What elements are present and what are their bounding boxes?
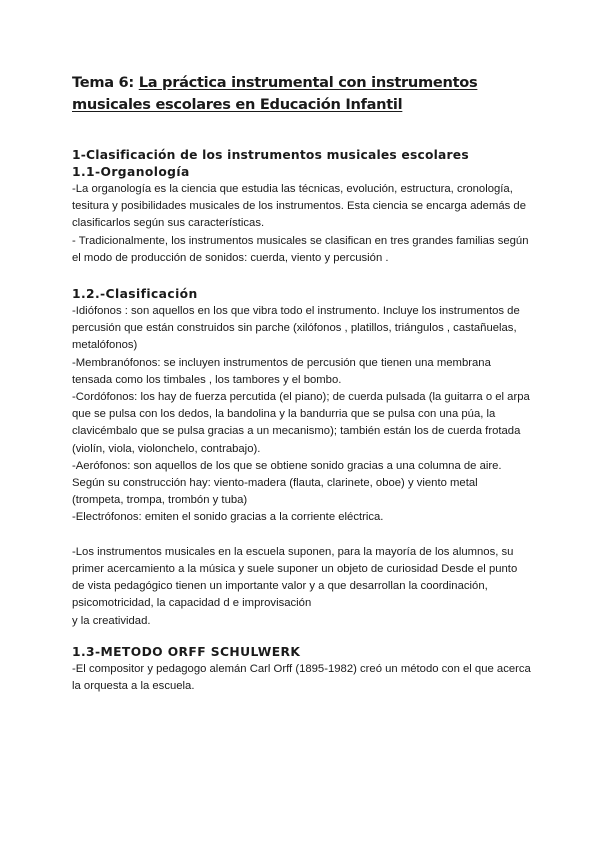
document-page [72,72,532,695]
subsection-heading-orff: 1.3-METODO ORFF SCHULWERK [72,644,301,659]
paragraph-orff: -El compositor y pedagogo alemán Carl Orff (1895-1982) creó un método con el que acerca la orquesta a la escuela. [72,662,531,693]
paragraph-membranofonos: -Membranófonos: se incluyen instrumentos de percusión que tienen una membrana tensada como los timbales , los tambores y el bombo. [72,356,491,386]
paragraph-electrofonos: -Electrófonos: emiten el sonido gracias a la corriente eléctrica. [72,511,384,524]
paragraph-organologia-families: - Tradicionalmente, los instrumentos musicales se clasifican en tres grandes familias según el modo de producción de sonidos: cuerda, viento y percusión . [72,234,529,264]
paragraph-escuela: -Los instrumentos musicales en la escuela suponen, para la mayoría de los alumnos, su primer acercamiento a la música y suele suponer un objeto de curiosidad Desde el punto de vista pedagógico tienen un importante valor y a que desarrollan la coordinación, psicomotricidad, la capacidad d e improvisación [72,545,518,610]
section-heading-clasificacion: 1-Clasificación de los instrumentos musicales escolares [72,148,469,162]
title-prefix: Tema 6: [72,74,139,91]
paragraph-aerofonos: -Aerófonos: son aquellos de los que se obtiene sonido gracias a una columna de aire. Según su construcción hay: viento-madera (flauta, clarinete, oboe) y viento metal (trompeta, trompa, trombón y tuba) [72,459,502,507]
paragraph-cordofonos: -Cordófonos: los hay de fuerza percutida (el piano); de cuerda pulsada (la guitarra o el arpa que se pulsa con los dedos, la bandolina y la bandurria que se pulsa con una púa, la clavicémbalo que se pulsa gracias a un mecanismo); también están los de cuerda frotada (violín, viola, violonchelo, contrabajo). [72,391,530,455]
paragraph-escuela-continued: y la creatividad. [72,614,151,627]
title-subject: La práctica instrumental con instrumentos musicales escolares en Educación Infantil [72,74,478,113]
paragraph-idiofonos: -Idiófonos : son aquellos en los que vibra todo el instrumento. Incluye los instrumentos de percusión que están construidos sin parche (xilófonos , platillos, triángulos , castañuelas, [72,305,520,335]
subsection-heading-organologia: 1.1-Organología [72,165,190,179]
paragraph-organologia-definition: -La organología es la ciencia que estudia las técnicas, evolución, estructura, cronología, tesitura y posibilidades musicales de los instrumentos. Esta ciencia se encarga además de clasificarlos según sus características. [72,183,526,230]
subsection-heading-clasificacion: 1.2.-Clasificación [72,287,198,302]
document-title [72,72,532,116]
paragraph-idiofonos-continued: metalófonos) [72,339,138,352]
